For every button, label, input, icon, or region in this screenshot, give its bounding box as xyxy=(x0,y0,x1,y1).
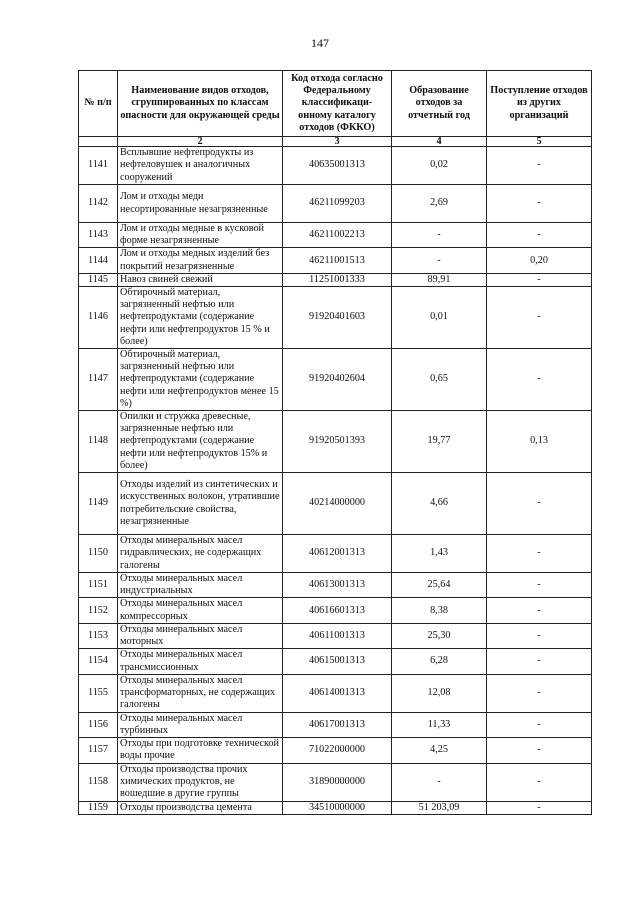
received-value: - xyxy=(487,273,592,286)
fkko-code: 91920402604 xyxy=(283,349,392,411)
row-no: 1150 xyxy=(79,535,118,573)
received-value: - xyxy=(487,649,592,674)
fkko-code: 40617001313 xyxy=(283,712,392,737)
waste-name: Всплывшие нефтепродукты из нефтеловушек и аналогичных сооружений xyxy=(118,147,283,185)
waste-name: Отходы при подготовке технической воды прочие xyxy=(118,738,283,763)
waste-name: Обтирочный материал, загрязненный нефтью или нефтепродуктами (содержание нефти или нефтепродуктов менее 15 %) xyxy=(118,349,283,411)
table-row xyxy=(79,273,592,286)
received-value: - xyxy=(487,674,592,712)
table-row xyxy=(79,623,592,648)
generated-value: - xyxy=(392,248,487,273)
row-no: 1151 xyxy=(79,573,118,598)
received-value: - xyxy=(487,738,592,763)
fkko-code: 40616601313 xyxy=(283,598,392,623)
generated-value: 0,01 xyxy=(392,287,487,349)
table-row xyxy=(79,473,592,535)
received-value: - xyxy=(487,349,592,411)
generated-value: 12,08 xyxy=(392,674,487,712)
received-value: - xyxy=(487,573,592,598)
fkko-code: 34510000000 xyxy=(283,801,392,814)
waste-name: Отходы минеральных масел трансмиссионных xyxy=(118,649,283,674)
row-no: 1157 xyxy=(79,738,118,763)
table-row xyxy=(79,248,592,273)
row-no: 1155 xyxy=(79,674,118,712)
table-row xyxy=(79,573,592,598)
row-no: 1148 xyxy=(79,411,118,473)
table-row xyxy=(79,674,592,712)
generated-value: 25,64 xyxy=(392,573,487,598)
header-code: Код отхода согласно Федеральному классификаци-онному каталогу отходов (ФККО) xyxy=(283,71,392,137)
row-no: 1158 xyxy=(79,763,118,801)
received-value: - xyxy=(487,598,592,623)
column-number: 5 xyxy=(487,137,592,147)
generated-value: 0,65 xyxy=(392,349,487,411)
header-received: Поступление отходов из других организаций xyxy=(487,71,592,137)
row-no: 1156 xyxy=(79,712,118,737)
generated-value: 11,33 xyxy=(392,712,487,737)
generated-value: - xyxy=(392,763,487,801)
received-value: 0,20 xyxy=(487,248,592,273)
fkko-code: 46211001513 xyxy=(283,248,392,273)
fkko-code: 40615001313 xyxy=(283,649,392,674)
column-number xyxy=(79,137,118,147)
column-number: 3 xyxy=(283,137,392,147)
table-row xyxy=(79,738,592,763)
row-no: 1154 xyxy=(79,649,118,674)
table-row xyxy=(79,535,592,573)
waste-name: Отходы производства цемента xyxy=(118,801,283,814)
generated-value: 4,66 xyxy=(392,473,487,535)
received-value: - xyxy=(487,223,592,248)
fkko-code: 40611001313 xyxy=(283,623,392,648)
waste-name: Отходы изделий из синтетических и искусственных волокон, утратившие потребительские свойства, незагрязненные xyxy=(118,473,283,535)
column-number: 4 xyxy=(392,137,487,147)
received-value: - xyxy=(487,147,592,185)
waste-name: Лом и отходы медных изделий без покрытий незагрязненные xyxy=(118,248,283,273)
row-no: 1149 xyxy=(79,473,118,535)
waste-table xyxy=(78,70,592,815)
table-row xyxy=(79,801,592,814)
column-number-row xyxy=(79,137,592,147)
column-number: 2 xyxy=(118,137,283,147)
waste-name: Лом и отходы меди несортированные незагрязненные xyxy=(118,185,283,223)
table-row xyxy=(79,223,592,248)
table-row xyxy=(79,598,592,623)
fkko-code: 11251001333 xyxy=(283,273,392,286)
row-no: 1159 xyxy=(79,801,118,814)
table-row xyxy=(79,411,592,473)
fkko-code: 40613001313 xyxy=(283,573,392,598)
row-no: 1146 xyxy=(79,287,118,349)
generated-value: 1,43 xyxy=(392,535,487,573)
waste-name: Обтирочный материал, загрязненный нефтью или нефтепродуктами (содержание нефти или нефтепродуктов 15 % и более) xyxy=(118,287,283,349)
fkko-code: 46211002213 xyxy=(283,223,392,248)
row-no: 1143 xyxy=(79,223,118,248)
waste-name: Отходы минеральных масел турбинных xyxy=(118,712,283,737)
row-no: 1147 xyxy=(79,349,118,411)
received-value: - xyxy=(487,623,592,648)
table-row xyxy=(79,712,592,737)
waste-name: Отходы минеральных масел моторных xyxy=(118,623,283,648)
fkko-code: 91920501393 xyxy=(283,411,392,473)
received-value: - xyxy=(487,185,592,223)
waste-name: Навоз свиней свежий xyxy=(118,273,283,286)
generated-value: 6,28 xyxy=(392,649,487,674)
received-value: - xyxy=(487,712,592,737)
table-row xyxy=(79,185,592,223)
generated-value: 25,30 xyxy=(392,623,487,648)
generated-value: 51 203,09 xyxy=(392,801,487,814)
waste-name: Отходы минеральных масел компрессорных xyxy=(118,598,283,623)
received-value: - xyxy=(487,473,592,535)
fkko-code: 91920401603 xyxy=(283,287,392,349)
row-no: 1141 xyxy=(79,147,118,185)
received-value: 0,13 xyxy=(487,411,592,473)
fkko-code: 40612001313 xyxy=(283,535,392,573)
header-no: № п/п xyxy=(79,71,118,137)
fkko-code: 71022000000 xyxy=(283,738,392,763)
table-row xyxy=(79,349,592,411)
waste-name: Опилки и стружка древесные, загрязненные нефтью или нефтепродуктами (содержание нефти или нефтепродуктов 15% и более) xyxy=(118,411,283,473)
received-value: - xyxy=(487,763,592,801)
generated-value: 4,25 xyxy=(392,738,487,763)
row-no: 1145 xyxy=(79,273,118,286)
table-row xyxy=(79,147,592,185)
fkko-code: 31890000000 xyxy=(283,763,392,801)
received-value: - xyxy=(487,287,592,349)
waste-name: Лом и отходы медные в кусковой форме незагрязненные xyxy=(118,223,283,248)
generated-value: 89,91 xyxy=(392,273,487,286)
page-number: 147 xyxy=(311,36,329,50)
received-value: - xyxy=(487,801,592,814)
received-value: - xyxy=(487,535,592,573)
row-no: 1144 xyxy=(79,248,118,273)
table-row xyxy=(79,649,592,674)
table-row xyxy=(79,763,592,801)
waste-name: Отходы минеральных масел трансформаторных, не содержащих галогены xyxy=(118,674,283,712)
fkko-code: 40635001313 xyxy=(283,147,392,185)
generated-value: 2,69 xyxy=(392,185,487,223)
generated-value: 19,77 xyxy=(392,411,487,473)
fkko-code: 40614001313 xyxy=(283,674,392,712)
waste-name: Отходы минеральных масел гидравлических, не содержащих галогены xyxy=(118,535,283,573)
row-no: 1153 xyxy=(79,623,118,648)
fkko-code: 46211099203 xyxy=(283,185,392,223)
header-generated: Образование отходов за отчетный год xyxy=(392,71,487,137)
header-row xyxy=(79,71,592,137)
header-name: Наименование видов отходов, сгруппированных по классам опасности для окружающей среды xyxy=(118,71,283,137)
generated-value: 8,38 xyxy=(392,598,487,623)
waste-name: Отходы минеральных масел индустриальных xyxy=(118,573,283,598)
generated-value: 0,02 xyxy=(392,147,487,185)
row-no: 1142 xyxy=(79,185,118,223)
table-row xyxy=(79,287,592,349)
fkko-code: 40214000000 xyxy=(283,473,392,535)
row-no: 1152 xyxy=(79,598,118,623)
waste-name: Отходы производства прочих химических продуктов, не вошедшие в другие группы xyxy=(118,763,283,801)
generated-value: - xyxy=(392,223,487,248)
